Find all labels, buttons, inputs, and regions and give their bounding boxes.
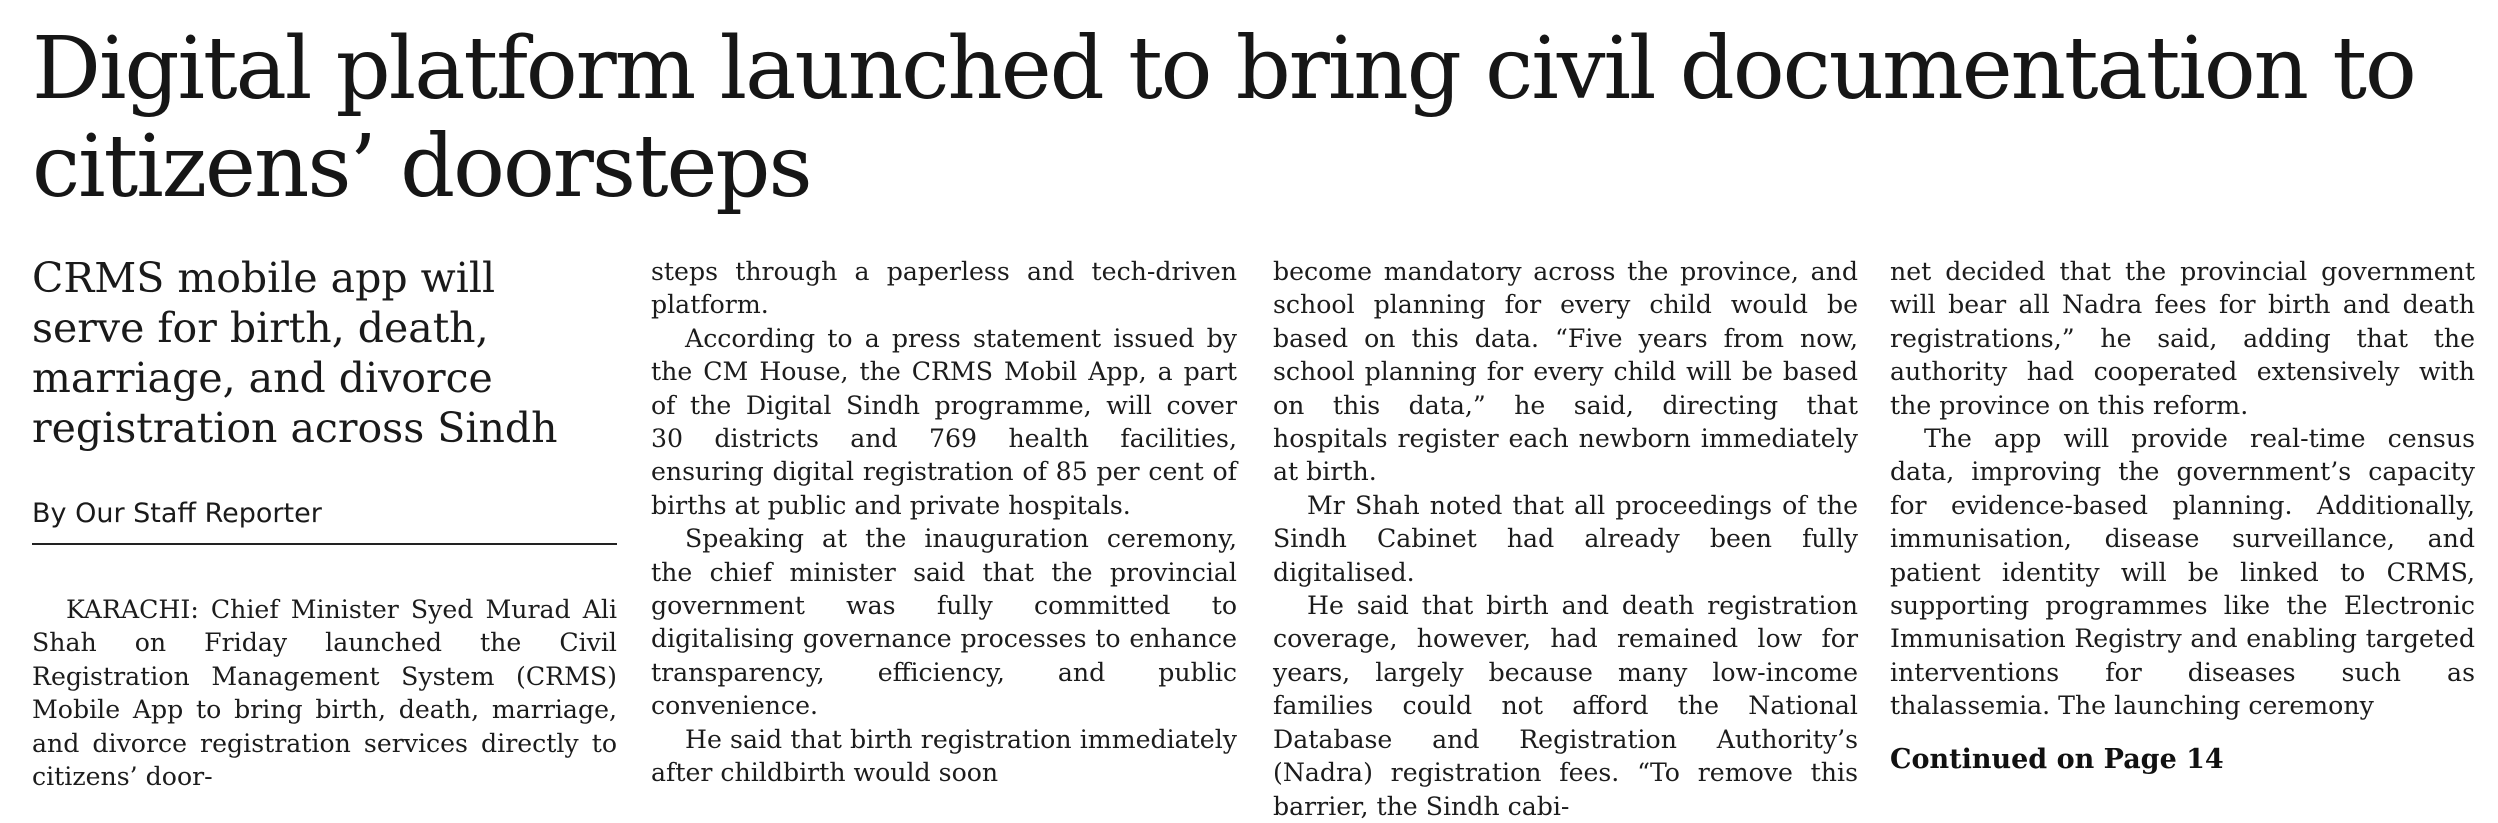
paragraph: KARACHI: Chief Minister Syed Murad Ali Shah on Friday launched the Civil Registration Management System (CRMS) Mobile App to bring birth, death, marriage, and divorce registration services directly to citizens’ door- — [32, 595, 617, 792]
column-1 — [32, 593, 617, 793]
paragraph: The app will provide real-time census data, improving the government’s capacity for evidence-based planning. Additionally, immunisation, disease surveillance, and patient identity will be linked to CRMS, supporting programmes like the Electronic Immunisation Registry and enabling targeted interventions for diseases such as thalassemia. The launching ceremony — [1890, 424, 2475, 721]
paragraph: become mandatory across the province, and school planning for every child would be based on this data. “Five years from now, school planning for every child will be based on this data,” he said, directing that hospitals register each newborn immediately at birth. — [1273, 257, 1858, 487]
paragraph: net decided that the provincial government will bear all Nadra fees for birth and death registrations,” he said, adding that the authority had cooperated extensively with the province on this reform. — [1890, 257, 2475, 420]
paragraph: He said that birth and death registration coverage, however, had remained low for years, largely because many low-income families could not afford the National Database and Registration Authority’s (Nadra) registration fees. “To remove this barrier, the Sindh cabi- — [1273, 591, 1858, 821]
paragraph: steps through a paperless and tech-driven platform. — [651, 257, 1237, 320]
byline: By Our Staff Reporter — [32, 498, 322, 529]
paragraph: Speaking at the inauguration ceremony, the chief minister said that the provincial government was fully committed to digitalising governance processes to enhance transparency, efficiency, and public convenience. — [651, 524, 1237, 721]
paragraph: Mr Shah noted that all proceedings of the Sindh Cabinet had already been fully digitalised. — [1273, 490, 1858, 587]
byline-divider — [32, 543, 617, 545]
column-4 — [1890, 255, 2475, 723]
subheadline: CRMS mobile app will serve for birth, death, marriage, and divorce registration across Sindh — [32, 254, 558, 452]
paragraph: According to a press statement issued by the CM House, the CRMS Mobil App, a part of the Digital Sindh programme, will cover 30 districts and 769 health facilities, ensuring digital registration of 85 per cent of births at public and private hospitals. — [651, 323, 1237, 520]
continued-on-page-link[interactable]: Continued on Page 14 — [1890, 744, 2224, 775]
paragraph: He said that birth registration immediately after childbirth would soon — [651, 724, 1237, 788]
column-2 — [651, 255, 1237, 790]
headline: Digital platform launched to bring civil documentation to citizens’ doorsteps — [32, 19, 2415, 217]
column-3 — [1273, 255, 1858, 823]
